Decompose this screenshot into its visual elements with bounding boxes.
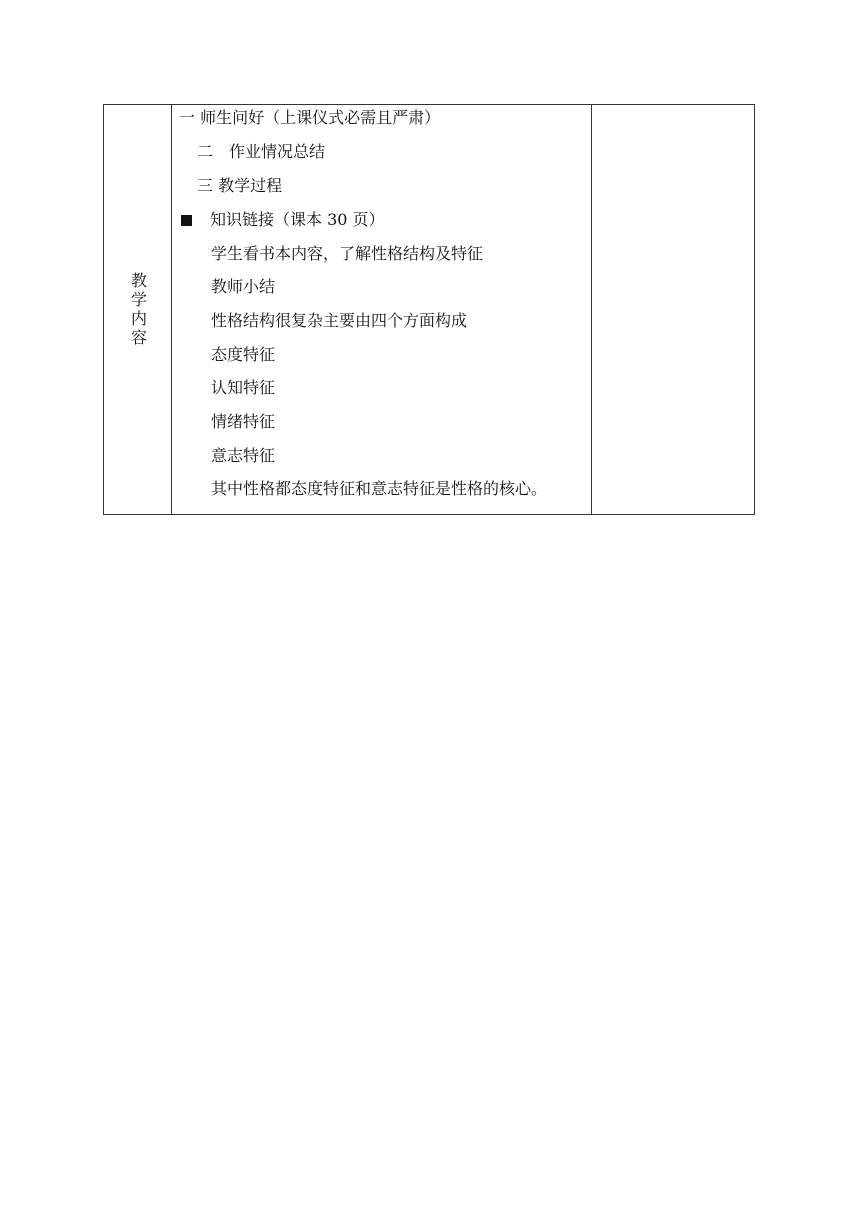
content-line: 学生看书本内容，了解性格结构及特征	[211, 244, 484, 263]
section-label-cell	[104, 105, 171, 514]
content-line: 态度特征	[211, 345, 276, 364]
content-line-summary: 其中性格都态度特征和意志特征是性格的核心。	[211, 479, 548, 498]
content-line: 情绪特征	[211, 412, 276, 431]
knowledge-link-text: 知识链接（课本 30 页）	[210, 210, 385, 229]
content-line-knowledge-link	[181, 210, 385, 230]
content-line-greeting: 一 师生问好（上课仪式必需且严肃）	[179, 108, 441, 127]
notes-cell	[591, 105, 754, 514]
content-line: 性格结构很复杂主要由四个方面构成	[211, 311, 468, 330]
teaching-content-cell	[171, 105, 591, 514]
content-line: 教师小结	[211, 277, 276, 296]
lesson-table	[103, 104, 755, 515]
black-square-bullet-icon	[181, 215, 192, 226]
content-line-process: 三 教学过程	[197, 176, 283, 195]
content-line: 意志特征	[211, 446, 276, 465]
content-line: 认知特征	[211, 378, 276, 397]
section-label: 教学内容	[128, 271, 148, 348]
content-line-homework: 二 作业情况总结	[197, 142, 326, 161]
